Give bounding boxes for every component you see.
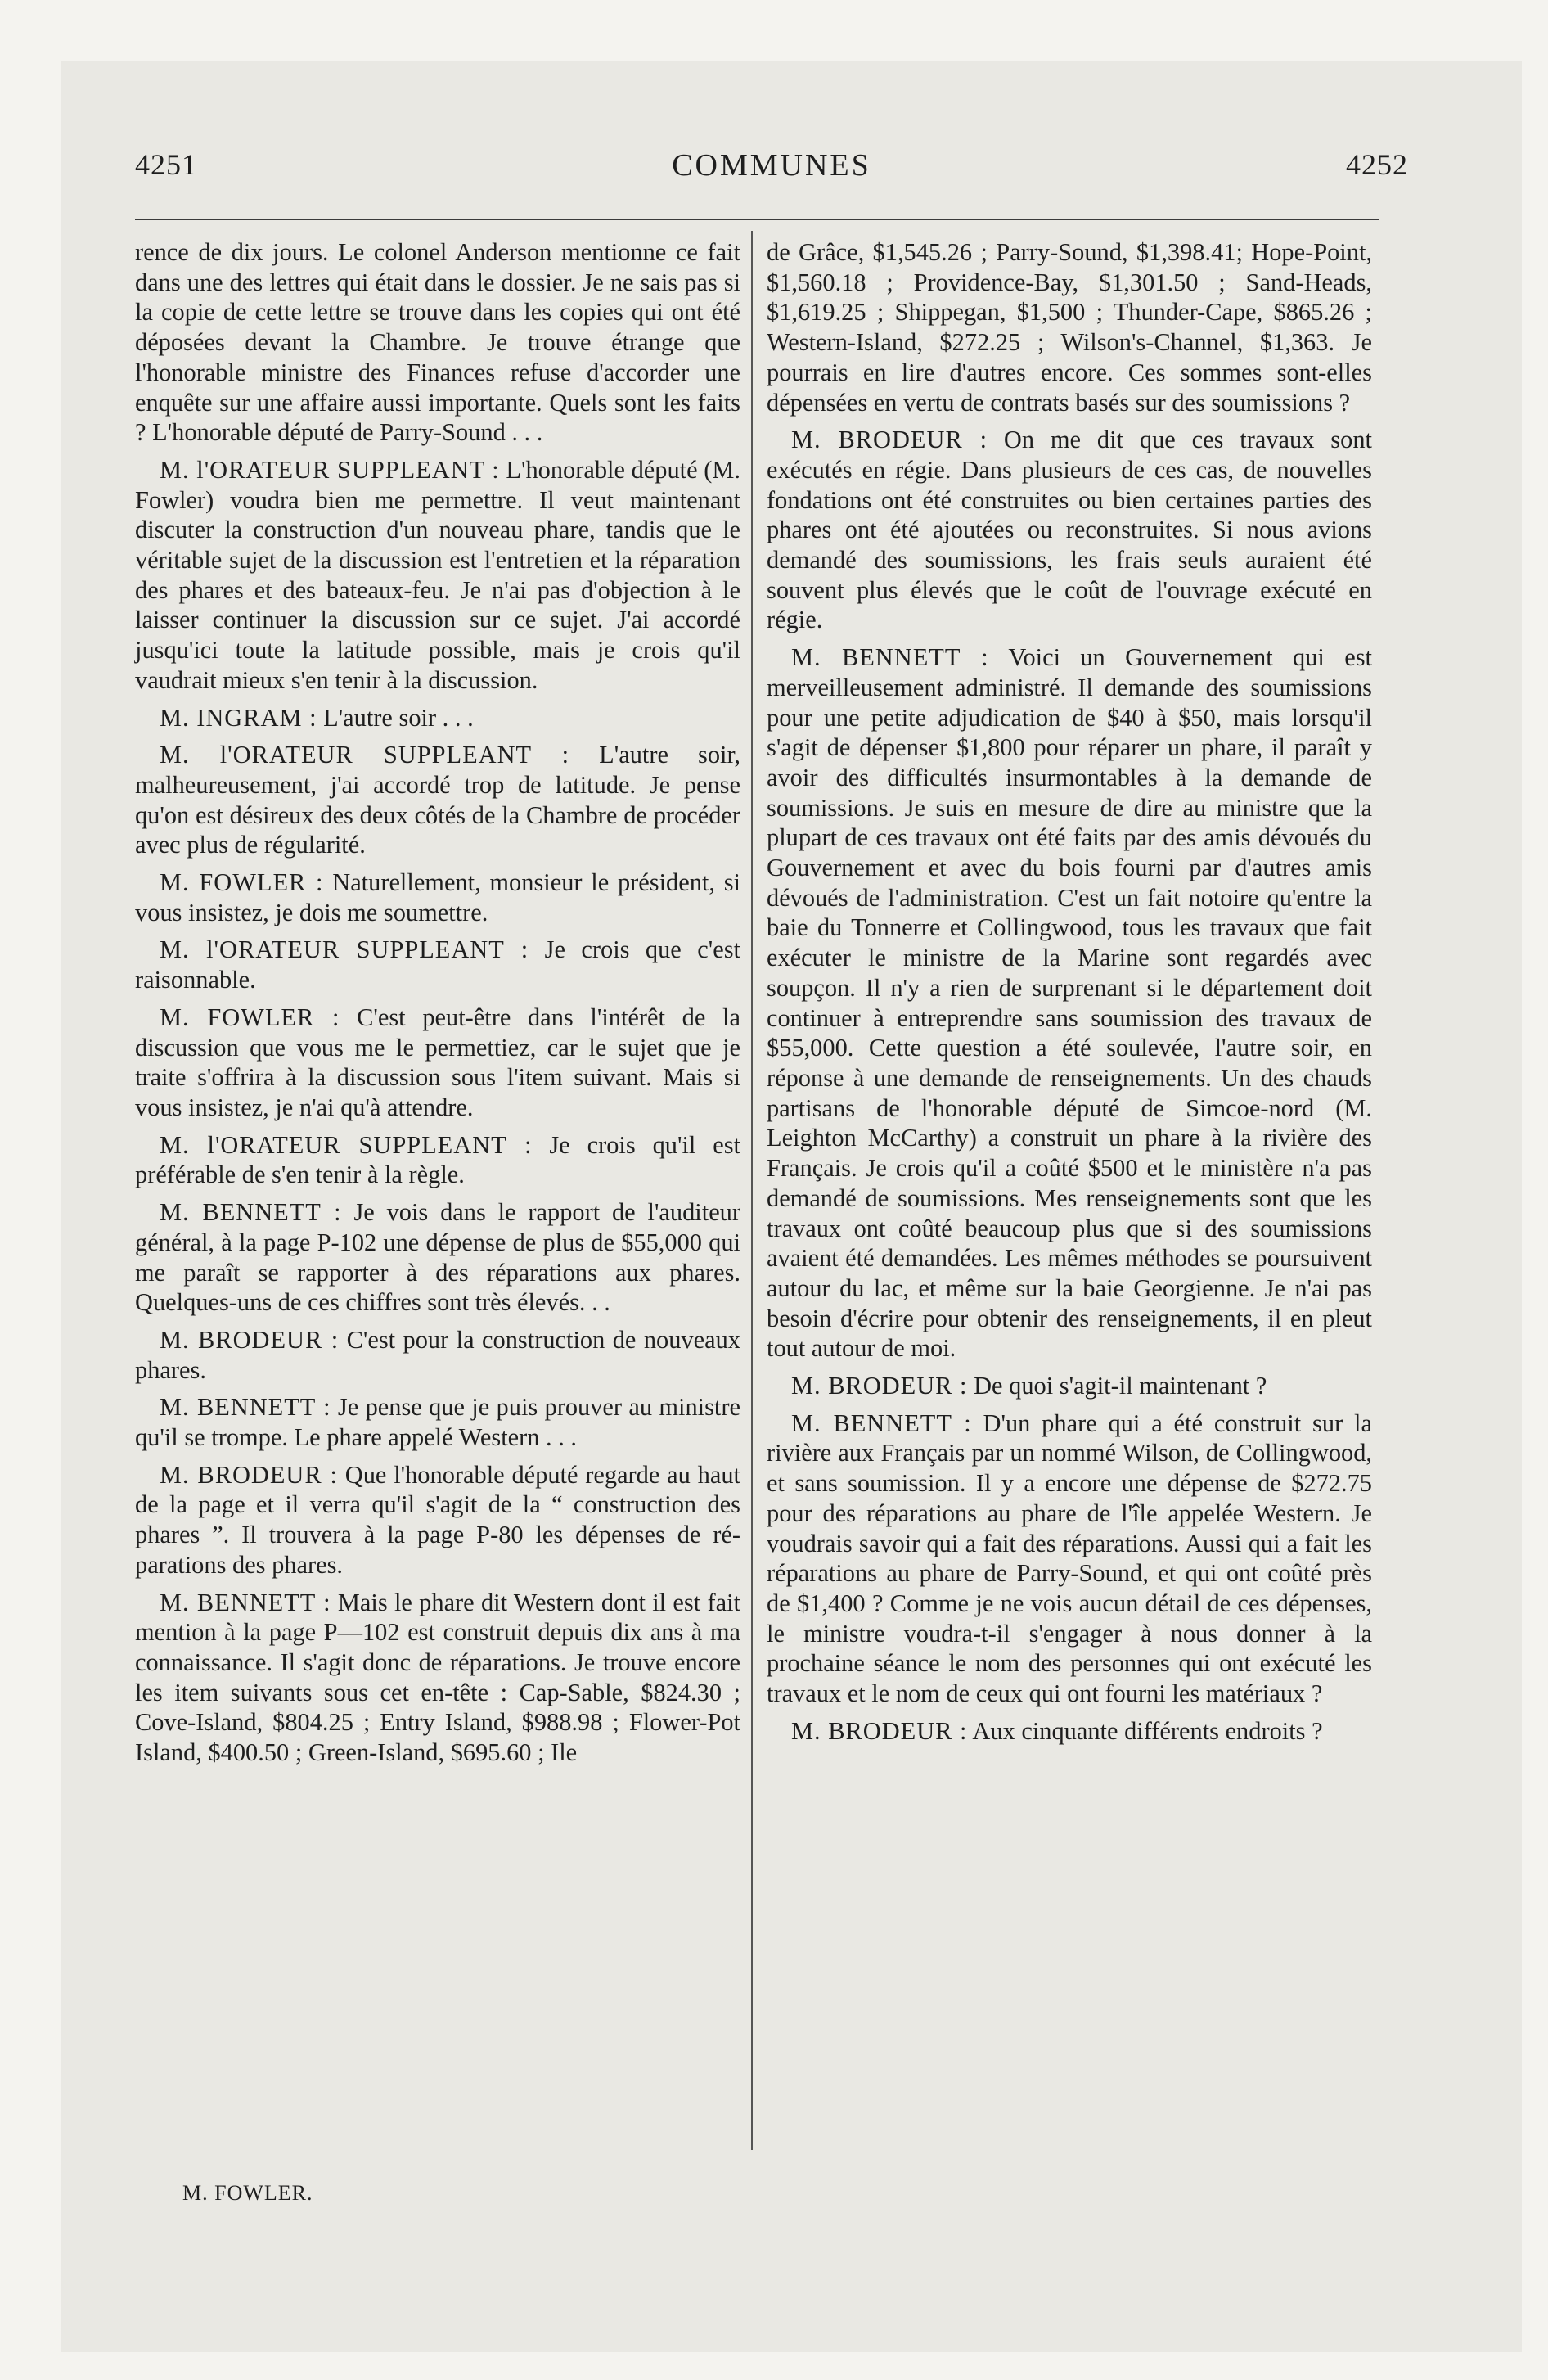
paragraph-text: Voici un Gouvernement qui est merveilleusement administré. Il demande des soumissions pour une petite adjudication de $40 à $50, mais lorsqu'il s'agit de dépenser $1,800 pour réparer un phare, il paraît y avoir des difficultés insurmontables à la demande de soumissions. Je suis en mesure de dire au ministre que la plupart de ces travaux ont été faits par des amis dévoués du Gouvernement et avec du bois fourni par d'autres amis dévoués de l'administration. C'est un fait notoire qu'entre la baie du Tonnerre et Collingwood, tous les travaux que fait exécuter le ministre de la Marine sont regardés avec soupçon. Il n'y a rien de surprenant si le département doit continuer à entreprendre sans soumission des travaux de $55,000. Cette question a été soulevée, l'autre soir, en réponse à une demande de renseignements. Un des chauds partisans de l'honorable député de Simcoe-nord (M. Leighton McCarthy) a construit un phare à la rivière des Français. Je crois qu'il a coûté $500 et le ministère n'a pas demandé de soumissions. Mes renseignements sont que les travaux ont coûté beaucoup plus que si des soumissions avaient été demandées. Les mêmes méthodes se poursuivent autour du lac, et même sur la baie Georgienne. Je n'ai pas besoin d'écrire pour obtenir des renseignements, il en pleut tout autour de moi.	[767, 643, 1372, 1363]
right-column	[767, 237, 1372, 1753]
speaker-name: M. BRODEUR :	[791, 426, 988, 454]
paragraph-text: Aux cinquante différents endroits ?	[972, 1716, 1323, 1745]
speaker-name: M. BRODEUR :	[791, 1716, 968, 1745]
paragraph	[767, 642, 1372, 1364]
speaker-name: M. BRODEUR :	[160, 1460, 338, 1489]
paragraph-text: Que l'honorable député regarde au haut de la page et il verra qu'il s'agit de la “ construction des phares ”. Il trouvera à la page P-80 les dépenses de réparations des phares.	[135, 1460, 741, 1579]
paragraph-text: C'est peut-être dans l'intérêt de la discussion que vous me le permettiez, car le sujet que je traite s'offrira à la discussion sous l'item suivant. Mais si vous insistez, je n'ai qu'à attendre.	[135, 1003, 740, 1121]
paragraph	[767, 1716, 1372, 1747]
paragraph	[135, 237, 740, 448]
paragraph	[135, 1392, 740, 1452]
speaker-name: M. BRODEUR :	[160, 1325, 340, 1354]
page-header	[135, 147, 1408, 196]
speaker-name: M. l'ORATEUR SUPPLEANT :	[160, 455, 500, 484]
column-divider	[751, 231, 753, 2150]
paragraph-text: C'est pour la construction de nouveaux phares.	[135, 1325, 740, 1384]
speaker-name: M. BENNETT :	[160, 1588, 331, 1616]
paragraph-text: rence de dix jours. Le colonel Anderson mentionne ce fait dans une des lettres qui était dans le dossier. Je ne sais pas si la copie de cette lettre se trouve dans les copies qui ont été déposées devant la Chambre. Je trouve étrange que l'honorable ministre des Finances refuse d'accorder une enquête sur une affaire aussi importante. Quels sont les faits ? L'honorable député de Parry-Sound . . .	[135, 238, 740, 447]
paragraph-text: Naturellement, monsieur le président, si vous insistez, je dois me soumettre.	[135, 868, 740, 926]
paragraph	[135, 1588, 740, 1768]
speaker-name: M. l'ORATEUR SUPPLEANT :	[160, 1130, 533, 1159]
paragraph	[135, 868, 740, 927]
speaker-name: M. l'ORATEUR SUPPLEANT :	[160, 741, 570, 769]
paragraph-text: Je crois qu'il est préférable de s'en tenir à la règle.	[135, 1130, 740, 1189]
paragraph	[767, 1409, 1372, 1709]
speaker-name: M. l'ORATEUR SUPPLEANT :	[160, 935, 529, 964]
paragraph-text: Je vois dans le rapport de l'auditeur général, à la page P-102 une dépense de plus de $55,000 qui me paraît se rapporter à des réparations aux phares. Quelques-uns de ces chiffres sont très élevés. . .	[135, 1198, 740, 1317]
paragraph	[767, 1371, 1372, 1401]
paragraph-text: D'un phare qui a été construit sur la rivière aux Français par un nommé Wilson, de Collingwood, et sans soumission. Il y a encore une dépense de $272.75 pour des réparations au phare de l'île appelée Western. Je voudrais savoir qui a fait des réparations. Aussi qui a fait les réparations au phare de Parry-Sound, et qui ont coûté près de $1,400 ? Comme je ne vois aucun détail de ces dépenses, le ministre voudra-t-il s'engager à nous donner à la prochaine séance le nom des personnes qui ont exécuté les travaux et le nom de ceux qui ont fourni les matériaux ?	[767, 1409, 1372, 1708]
paragraph-text: L'autre soir, malheureusement, j'ai accordé trop de latitude. Je pense qu'on est désireux des deux côtés de la Chambre de procéder avec plus de régularité.	[135, 741, 740, 859]
paragraph-text: de Grâce, $1,545.26 ; Parry-Sound, $1,398.41; Hope-Point, $1,560.18 ; Providence-Bay, $1,301.50 ; Sand-Heads, $1,619.25 ; Shippegan, $1,500 ; Thunder-Cape, $865.26 ; Western-Island, $272.25 ; Wilson's-Channel, $1,363. Je pourrais en lire d'autres encore. Ces sommes sont-elles dépensées en vertu de contrats basés sur des soumissions ?	[767, 238, 1372, 417]
speaker-name: M. BENNETT :	[160, 1198, 342, 1227]
paragraph-text: Je crois que c'est raisonnable.	[135, 935, 740, 994]
paragraph	[135, 1003, 740, 1123]
paragraph-text: On me dit que ces travaux sont exécutés en régie. Dans plusieurs de ces cas, de nouvelles fondations ont été construites ou bien certaines parties des phares ont été ajoutées ou reconstruites. Si nous avions demandé des soumissions, les frais seuls auraient été souvent plus élevés que le coût de l'ouvrage exécuté en régie.	[767, 426, 1372, 634]
paragraph-text: De quoi s'agit-il maintenant ?	[974, 1372, 1267, 1400]
page-number-right: 4252	[1346, 148, 1408, 181]
speaker-name: M. BENNETT :	[791, 643, 989, 672]
paragraph	[135, 1130, 740, 1190]
speaker-name: M. BENNETT :	[791, 1409, 972, 1437]
paragraph	[135, 740, 740, 860]
paragraph	[135, 1325, 740, 1385]
header-rule	[135, 219, 1379, 220]
running-footer: M. FOWLER.	[182, 2181, 313, 2205]
paragraph-text: L'honorable député (M. Fowler) voudra bien me permettre. Il veut maintenant discuter la construction d'un nouveau phare, tandis que le véritable sujet de la discussion est l'entretien et la réparation des phares et des bateaux-feu. Je n'ai pas d'objection à le laisser continuer la discussion sur ce sujet. J'ai accordé jusqu'ici toute la latitude possible, mais je crois qu'il vaudrait mieux s'en tenir à la discussion.	[135, 455, 740, 694]
paragraph	[135, 455, 740, 696]
speaker-name: M. BENNETT :	[160, 1393, 331, 1422]
speaker-name: M. INGRAM :	[160, 703, 317, 732]
speaker-name: M. BRODEUR :	[791, 1372, 968, 1400]
paragraph-text: L'autre soir . . .	[323, 703, 474, 732]
paragraph	[135, 703, 740, 733]
paragraph	[135, 1460, 740, 1580]
speaker-name: M. FOWLER :	[160, 868, 324, 897]
paragraph-text: Je pense que je puis prouver au ministre qu'il se trompe. Le phare appelé Western . . .	[135, 1393, 740, 1452]
paragraph	[135, 1197, 740, 1318]
speaker-name: M. FOWLER :	[160, 1003, 340, 1031]
page-number-left: 4251	[135, 148, 197, 181]
paragraph	[767, 425, 1372, 635]
left-column	[135, 237, 740, 1775]
paragraph	[767, 237, 1372, 417]
paragraph	[135, 935, 740, 994]
paragraph-text: Mais le phare dit Western dont il est fait mention à la page P—102 est construit depuis dix ans à ma connaissance. Il s'agit donc de réparations. Je trouve encore les item suivants sous cet en-tête : Cap-Sable, $824.30 ; Cove-Island, $804.25 ; Entry Island, $988.98 ; Flower-Pot Island, $400.50 ; Green-Island, $695.60 ; Ile	[135, 1588, 740, 1767]
page-title: COMMUNES	[672, 148, 871, 183]
